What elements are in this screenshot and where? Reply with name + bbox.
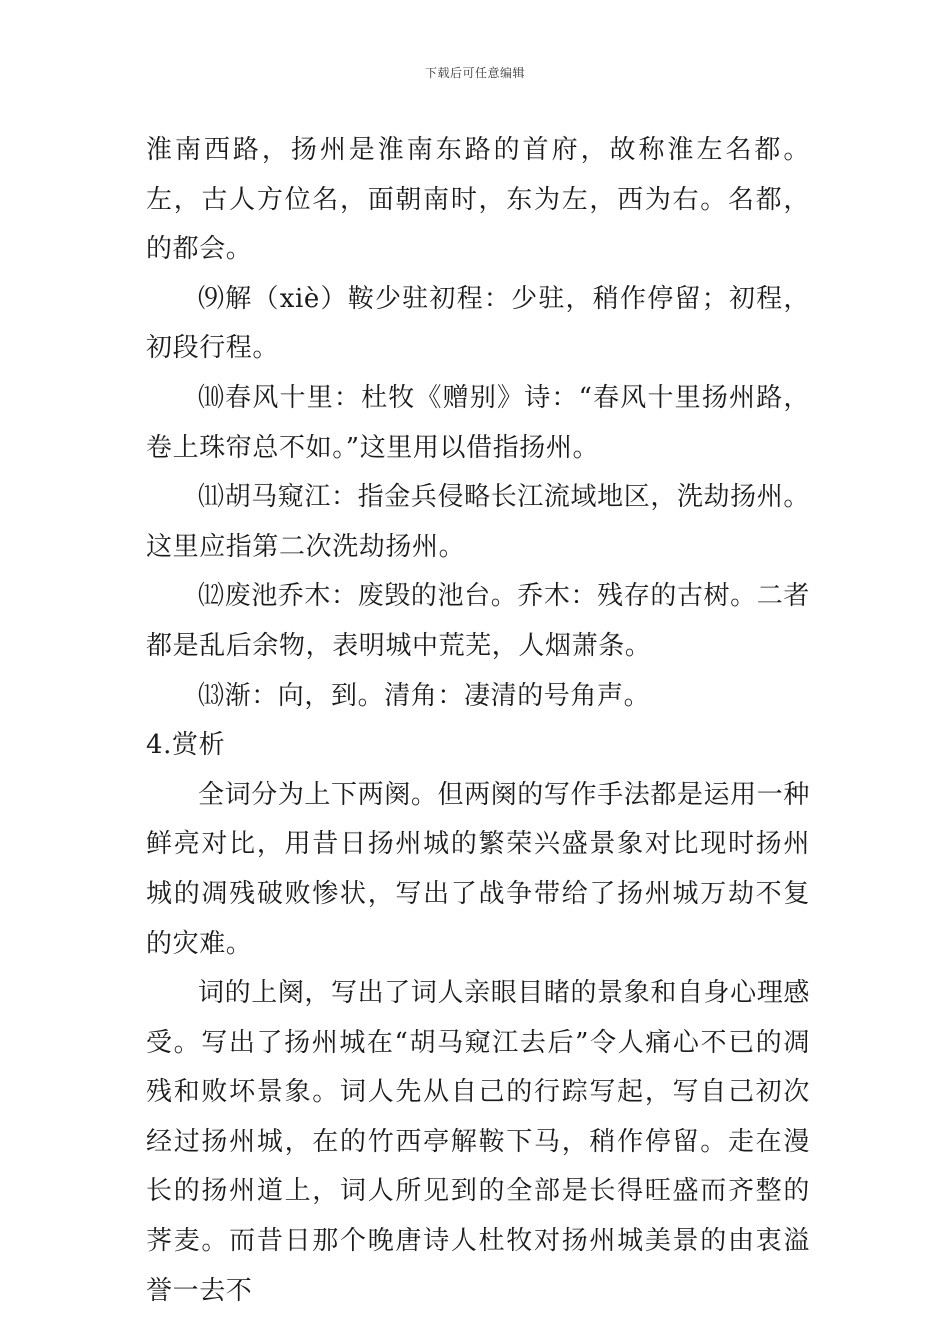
analysis-paragraph-2: 词的上阕，写出了词人亲眼目睹的景象和自身心理感受。写出了扬州城在“胡马窥江去后”令人痛心不已的凋残和败坏景象。词人先从自己的行踪写起，写自己初次经过扬州城，在的竹西亭解鞍下马，稍作停留。走在漫长的扬州道上，词人所见到的全部是长得旺盛而齐整的荠麦。而昔日那个晚唐诗人杜牧对扬州城美景的由衷溢誉一去不 xyxy=(146,978,810,1306)
note-11: ⑾胡马窥江：指金兵侵略长江流域地区，洗劫扬州。这里应指第二次洗劫扬州。 xyxy=(146,482,810,562)
note-10: ⑽春风十里：杜牧《赠别》诗：“春风十里扬州路，卷上珠帘总不如。”这里用以借指扬州。 xyxy=(146,382,810,463)
page-header: 下载后可任意编辑 xyxy=(424,66,525,80)
analysis-paragraph-1: 全词分为上下两阕。但两阕的写作手法都是运用一种鲜亮对比，用昔日扬州城的繁荣兴盛景象对比现时扬州城的凋残破败惨状，写出了战争带给了扬州城万劫不复的灾难。 xyxy=(146,779,810,959)
note-12: ⑿废池乔木：废毁的池台。乔木：残存的古树。二者都是乱后余物，表明城中荒芜，人烟萧条。 xyxy=(146,581,810,661)
document-body xyxy=(146,126,810,1316)
paragraph-continuation: 淮南西路，扬州是淮南东路的首府，故称淮左名都。左，古人方位名，面朝南时，东为左，西为右。名都，的都会。 xyxy=(146,135,810,265)
note-13: ⒀渐：向，到。清角：凄清的号角声。 xyxy=(198,680,651,711)
section-heading: 4.赏析 xyxy=(146,730,226,761)
note-9: ⑼解（xiè）鞍少驻初程：少驻，稍作停留；初程，初段行程。 xyxy=(146,283,811,364)
